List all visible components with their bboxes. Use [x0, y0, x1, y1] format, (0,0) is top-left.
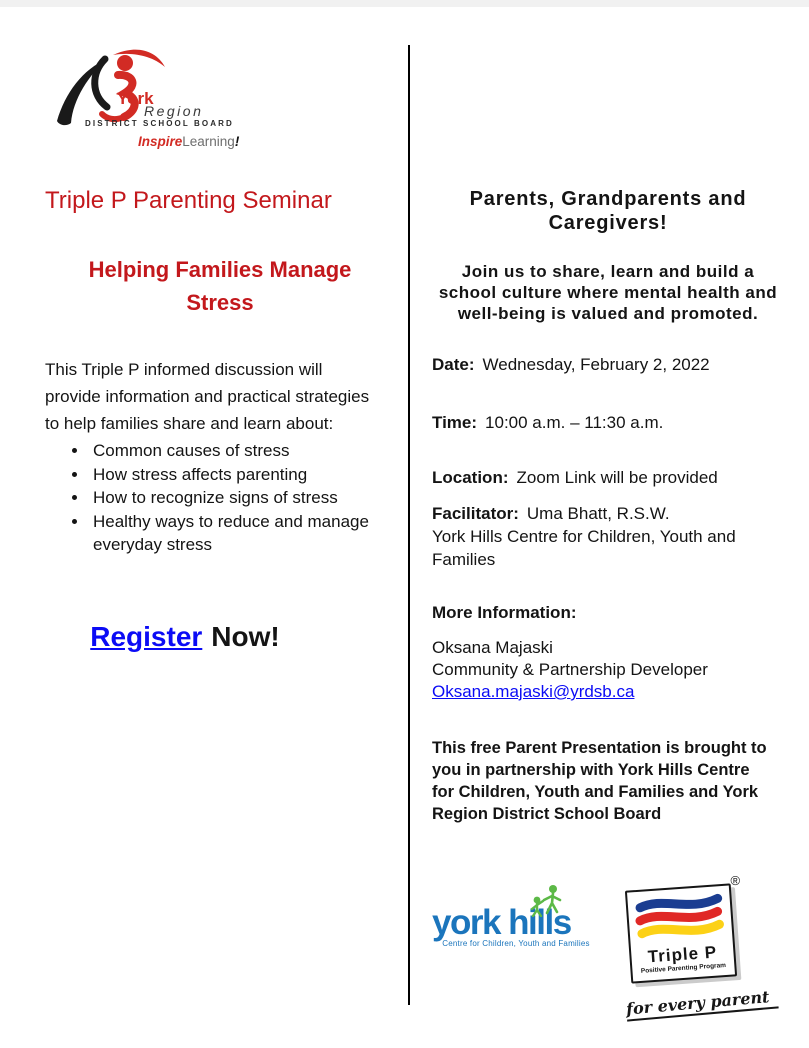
yrdsb-logo-tagline: [138, 134, 239, 149]
page-top-edge: [0, 0, 809, 7]
yrdsb-exclamation: !: [234, 134, 240, 149]
list-item: • Healthy ways to reduce and manage everyday stress: [89, 510, 385, 557]
facilitator-label: Facilitator:: [432, 504, 519, 523]
facilitator-block: [432, 502, 767, 571]
seminar-subtitle: Helping Families Manage Stress: [88, 257, 352, 315]
right-column: [432, 185, 784, 825]
contact-name: Oksana Majaski: [432, 638, 553, 657]
more-information-label: More Information:: [432, 603, 577, 622]
yrdsb-logo-board: DISTRICT SCHOOL BOARD: [85, 119, 234, 128]
page-title: Triple P Parenting Seminar: [45, 187, 332, 214]
contact-block: [432, 637, 784, 703]
contact-role: Community & Partnership Developer: [432, 660, 708, 679]
date-label: Date:: [432, 355, 475, 374]
time-row: [432, 412, 784, 434]
location-value: Zoom Link will be provided: [516, 468, 718, 487]
facilitator-row: [432, 502, 767, 525]
york-hills-tagline: Centre for Children, Youth and Families: [442, 939, 590, 948]
yrdsb-logo-york: York: [117, 89, 154, 108]
invitation-paragraph: Join us to share, learn and build a school culture where mental health and well-being is valued and promoted.: [438, 262, 778, 323]
triple-p-tagline: for every parent: [625, 986, 778, 1021]
register-suffix-text: Now!: [211, 620, 280, 652]
facilitator-value: Uma Bhatt, R.S.W.: [526, 504, 670, 523]
registered-trademark-symbol: ®: [730, 873, 741, 889]
yrdsb-logo-region: Region: [144, 103, 204, 119]
email-link[interactable]: Oksana.majaski@yrdsb.ca: [432, 682, 635, 701]
list-item: • How stress affects parenting: [89, 463, 385, 487]
yrdsb-inspire-text: Inspire: [138, 134, 183, 149]
partnership-note: This free Parent Presentation is brought to you in partnership with York Hills Centre for Children, Youth and Families and York Region District School Board: [432, 739, 767, 823]
triple-p-subtitle: Positive Parenting Program: [640, 961, 727, 975]
yrdsb-learning-text: Learning: [182, 134, 235, 149]
triple-p-card: [625, 873, 741, 983]
york-hills-figures-icon: [524, 883, 568, 917]
facilitator-organization: York Hills Centre for Children, Youth and Families: [432, 527, 736, 569]
date-value: Wednesday, February 2, 2022: [482, 355, 710, 374]
triple-p-name: Triple P: [647, 942, 718, 967]
intro-paragraph: This Triple P informed discussion will provide information and practical strategies to help families share and learn about:: [45, 360, 370, 433]
york-hills-logo: [432, 883, 602, 948]
list-item: • Common causes of stress: [89, 439, 385, 463]
location-label: Location:: [432, 468, 509, 487]
location-row: [432, 467, 784, 489]
list-item: • How to recognize signs of stress: [89, 486, 385, 510]
triple-p-stripes-icon: [632, 893, 727, 941]
register-line: [45, 621, 325, 653]
register-link[interactable]: Register: [90, 620, 203, 652]
triple-p-logo: [624, 873, 771, 1019]
left-column: [45, 185, 395, 653]
date-row: [432, 354, 784, 376]
topics-bullet-list: [45, 439, 385, 557]
time-label: Time:: [432, 413, 478, 432]
audience-heading: Parents, Grandparents and Caregivers!: [469, 188, 747, 234]
yrdsb-logo: [45, 45, 255, 175]
time-value: 10:00 a.m. – 11:30 a.m.: [485, 413, 664, 432]
york-hills-name: york hills: [432, 903, 571, 942]
column-divider: [408, 45, 410, 1005]
footer-logos: [432, 873, 792, 1019]
